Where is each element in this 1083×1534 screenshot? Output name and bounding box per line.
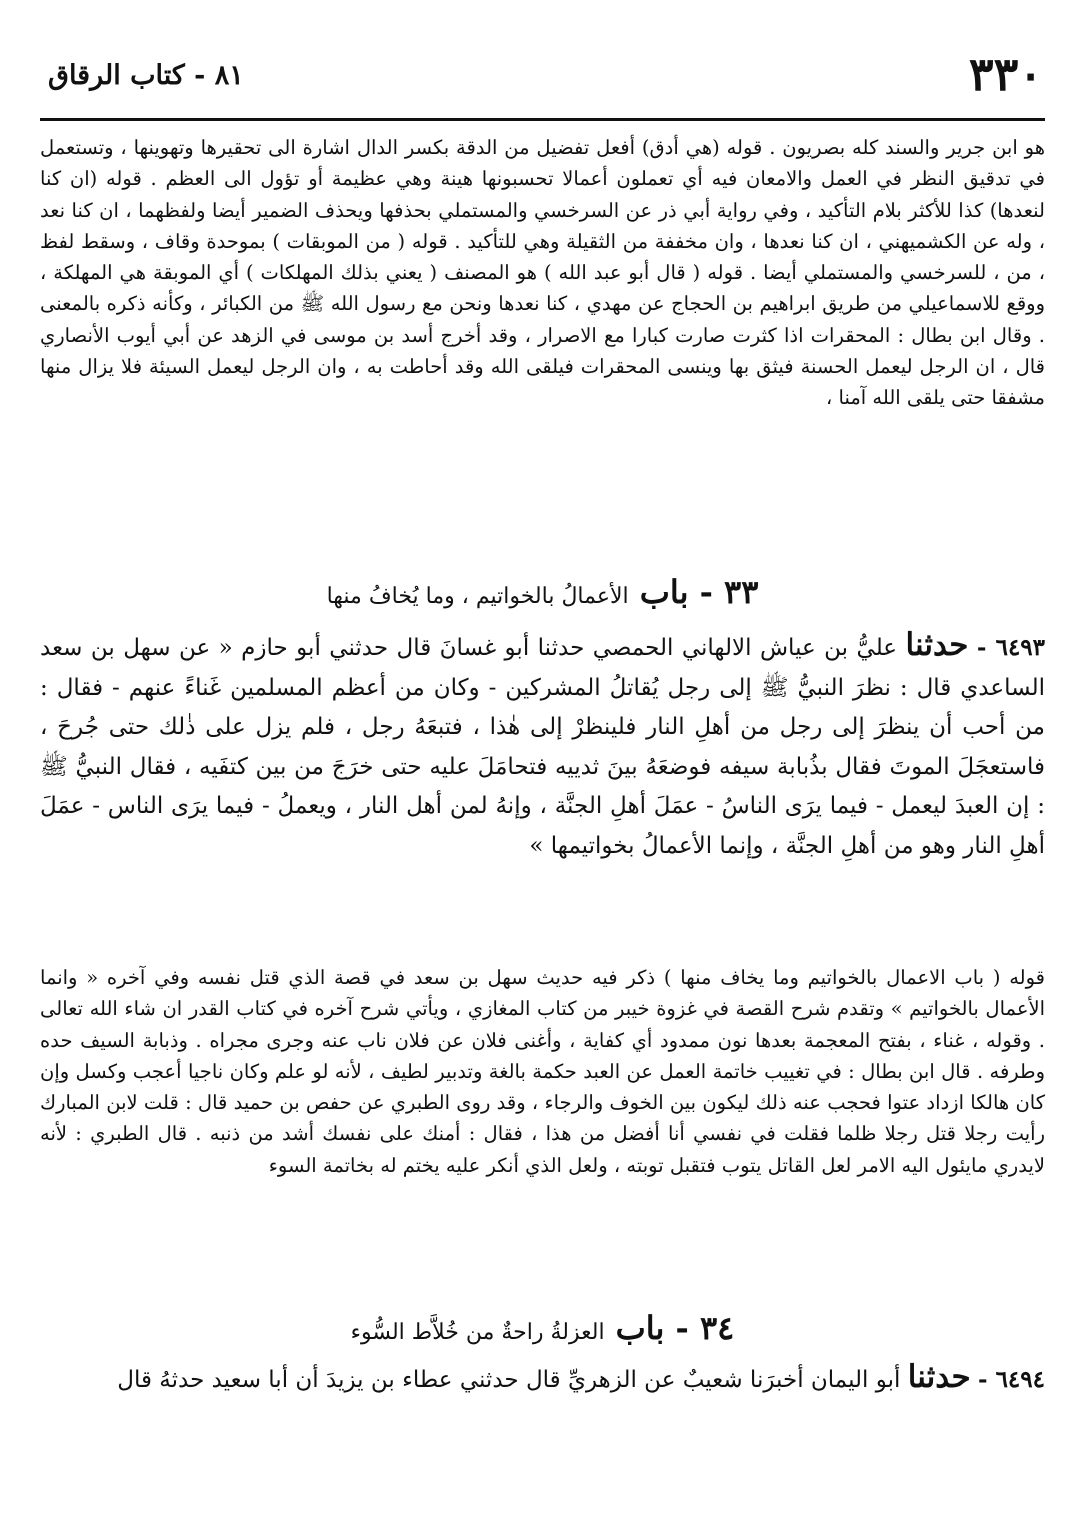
page-number: ٣٣٠ bbox=[968, 47, 1043, 101]
page-header bbox=[40, 40, 1045, 112]
chapter-heading-34 bbox=[40, 1308, 1045, 1354]
chapter-bab-label: باب bbox=[639, 573, 689, 611]
book-page bbox=[40, 40, 1045, 1500]
hadith-text: عليُّ بن عياش الالهاني الحمصي حدثنا أبو غسانَ قال حدثني أبو حازم « عن سهل بن سعد الساعدي قال : نظرَ النبيُّ ﷺ إلى رجل يُقاتلُ المشركين - وكان من أعظم المسلمين غَناءً عنهم - فقال : من أحب أن ينظرَ إلى رجل من أهلِ النار فلينظرْ إلى هٰذا ، فتبعَهُ رجل ، فلم يزل على ذٰلك حتى جُرحَ ، فاستعجَلَ الموتَ فقال بذُبابة سيفه فوضعَهُ بينَ ثدييه فتحامَلَ عليه حتى خرَجَ من بين كتفَيه ، فقال النبيُّ ﷺ : إن العبدَ ليعمل - فيما يرَى الناسُ - عمَلَ أهلِ الجنَّة ، وإنهُ لمن أهل النار ، ويعملُ - فيما يرَى الناس - عمَلَ أهلِ النار وهو من أهلِ الجنَّة ، وإنما الأعمالُ بخواتيمها » bbox=[40, 635, 1045, 859]
hadith-6493 bbox=[40, 626, 1045, 866]
chapter-bab-label: باب bbox=[615, 1309, 665, 1347]
haddathana-label: حدثنا bbox=[907, 1359, 971, 1395]
chapter-number: ٣٣ - bbox=[699, 573, 759, 611]
commentary-paragraph-1 bbox=[40, 132, 1045, 414]
running-title: ٨١ - كتاب الرقاق bbox=[48, 60, 244, 91]
chapter-heading-33 bbox=[40, 572, 1045, 618]
hadith-6494 bbox=[40, 1358, 1045, 1401]
chapter-number: ٣٤ - bbox=[675, 1309, 735, 1347]
chapter-title: العزلةُ راحةٌ من خُلاَّط السُّوء bbox=[350, 1320, 605, 1345]
hadith-number: ٦٤٩٤ - bbox=[978, 1366, 1045, 1393]
haddathana-label: حدثنا bbox=[905, 627, 969, 663]
hadith-number: ٦٤٩٣ - bbox=[976, 634, 1046, 661]
commentary-text: قوله ( باب الاعمال بالخواتيم وما يخاف منها ) ذكر فيه حديث سهل بن سعد في قصة الذي قتل نفسه وفي آخره « وانما الأعمال بالخواتيم » وتقدم شرح القصة في غزوة خيبر من كتاب المغازي ، ويأتي شرح آخره في كتاب القدر ان شاء الله تعالى . وقوله ، غناء ، بفتح المعجمة بعدها نون ممدود أي كفاية ، وأغنى فلان عن فلان ناب عنه وجرى مجراه . وذبابة السيف حده وطرفه . قال ابن بطال : في تغييب خاتمة العمل عن العبد حكمة بالغة وتدبير لطيف ، لأنه لو علم وكان ناجيا أعجب وكسل وإن كان هالكا ازداد عتوا فحجب عنه ذلك ليكون بين الخوف والرجاء ، وقد روى الطبري عن حفص بن حميد قال : قلت لابن المبارك رأيت رجلا قتل رجلا ظلما فقلت في نفسي أنا أفضل من هذا ، فقال : أمنك على نفسك أشد من ذنبه . قال الطبري : لأنه لايدري مايئول اليه الامر لعل القاتل يتوب فتقبل توبته ، ولعل الذي أنكر عليه يختم له بخاتمة السوء bbox=[40, 966, 1045, 1177]
header-divider bbox=[40, 118, 1045, 121]
hadith-text: أبو اليمان أخبرَنا شعيبٌ عن الزهريِّ قال حدثني عطاء بن يزيدَ أن أبا سعيد حدثهُ قال bbox=[117, 1367, 901, 1393]
commentary-paragraph-2 bbox=[40, 962, 1045, 1181]
commentary-text: هو ابن جرير والسند كله بصريون . قوله (هي أدق) أفعل تفضيل من الدقة بكسر الدال اشارة الى تحقيرها وتهوينها ، وتستعمل في تدقيق النظر في العمل والامعان فيه أي تعملون أعمالا تحسبونها هينة وهي عظيمة أو تؤول الى العظم . قوله (ان كنا لنعدها) كذا للأكثر بلام التأكيد ، وفي رواية أبي ذر عن السرخسي والمستملي بحذفها ويحذف الضمير أيضا ولفظهما ، ان كنا نعد ، وله عن الكشميهني ، ان كنا نعدها ، وان مخففة من الثقيلة وهي للتأكيد . قوله ( من الموبقات ) بموحدة وقاف ، وسقط لفظ ، من ، للسرخسي والمستملي أيضا . قوله ( قال أبو عبد الله ) هو المصنف ( يعني بذلك المهلكات ) أي الموبقة هي المهلكة ، ووقع للاسماعيلي من طريق ابراهيم بن الحجاج عن مهدي ، كنا نعدها ونحن مع رسول الله ﷺ من الكبائر ، وكأنه ذكره بالمعنى . وقال ابن بطال : المحقرات اذا كثرت صارت كبارا مع الاصرار ، وقد أخرج أسد بن موسى في الزهد عن أبي أيوب الأنصاري قال ، ان الرجل ليعمل الحسنة فيثق بها وينسى المحقرات فيلقى الله وقد أحاطت به ، وان الرجل ليعمل السيئة فلا يزال منها مشفقا حتى يلقى الله آمنا ، bbox=[40, 136, 1045, 410]
chapter-title: الأعمالُ بالخواتيم ، وما يُخافُ منها bbox=[326, 584, 629, 609]
